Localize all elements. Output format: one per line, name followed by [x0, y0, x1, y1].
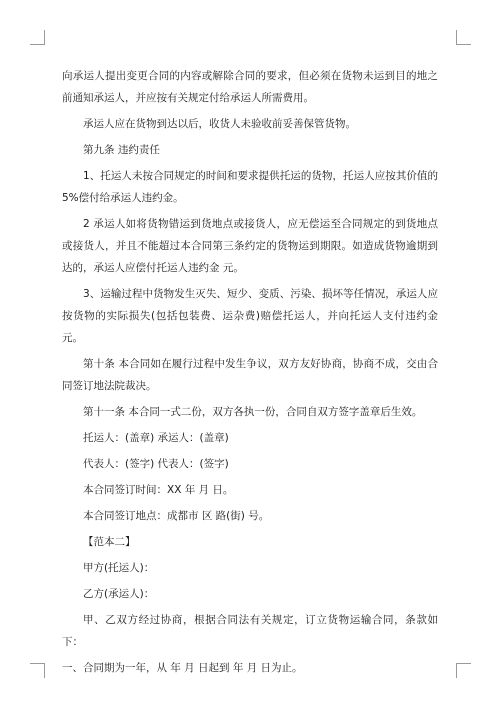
paragraph: 承运人应在货物到达以后，收货人未验收前妥善保管货物。 — [83, 118, 356, 130]
paragraph: 第十条 本合同如在履行过程中发生争议，双方友好协商，协商不成，交由合同签订地法院裁决。 — [62, 358, 438, 392]
signing-place: 本合同签订地点：成都市 区 路(街) 号。 — [83, 510, 270, 522]
signature-line: 代表人：(签字) 代表人：(签字) — [83, 458, 229, 470]
paragraph: 甲、乙双方经过协商，根据合同法有关规定，订立货物运输合同，条款如下： — [62, 614, 438, 648]
section-heading: 第九条 违约责任 — [83, 144, 160, 156]
paragraph: 1、托运人未按合同规定的时间和要求提供托运的货物，托运人应按其价值的 5%偿付给承运人违约金。 — [62, 170, 438, 204]
paragraph: 2 承运人如将货物错运到货地点或接货人，应无偿运至合同规定的到货地点或接货人，并且不能超过本合同第三条约定的货物运到期限。如造成货物逾期到达的，承运人应偿付托运人违约金 元。 — [62, 218, 438, 274]
signature-line: 托运人：(盖章) 承运人：(盖章) — [83, 432, 229, 444]
crop-mark-bottom-left — [30, 663, 45, 678]
crop-mark-bottom-right — [456, 663, 471, 678]
paragraph: 一、合同期为一年，从 年 月 日起到 年 月 日为止。 — [62, 662, 303, 674]
party-b-line: 乙方(承运人)： — [83, 588, 155, 600]
crop-mark-top-left — [30, 30, 45, 45]
party-a-line: 甲方(托运人)： — [83, 562, 155, 574]
paragraph: 3、运输过程中货物发生灭失、短少、变质、污染、损坏等任情况，承运人应按货物的实际损失(包括包装费、运杂费)赔偿托运人，并向托运人支付违约金 元。 — [62, 288, 438, 344]
document-body — [62, 65, 438, 683]
signing-date: 本合同签订时间：XX 年 月 日。 — [83, 484, 234, 496]
template-heading: 【范本二】 — [83, 536, 136, 548]
paragraph: 向承运人提出变更合同的内容或解除合同的要求，但必须在货物未运到目的地之前通知承运人，并应按有关规定付给承运人所需费用。 — [62, 70, 438, 104]
crop-mark-top-right — [456, 30, 471, 45]
paragraph: 第十一条 本合同一式二份，双方各执一份，合同自双方签字盖章后生效。 — [83, 406, 423, 418]
